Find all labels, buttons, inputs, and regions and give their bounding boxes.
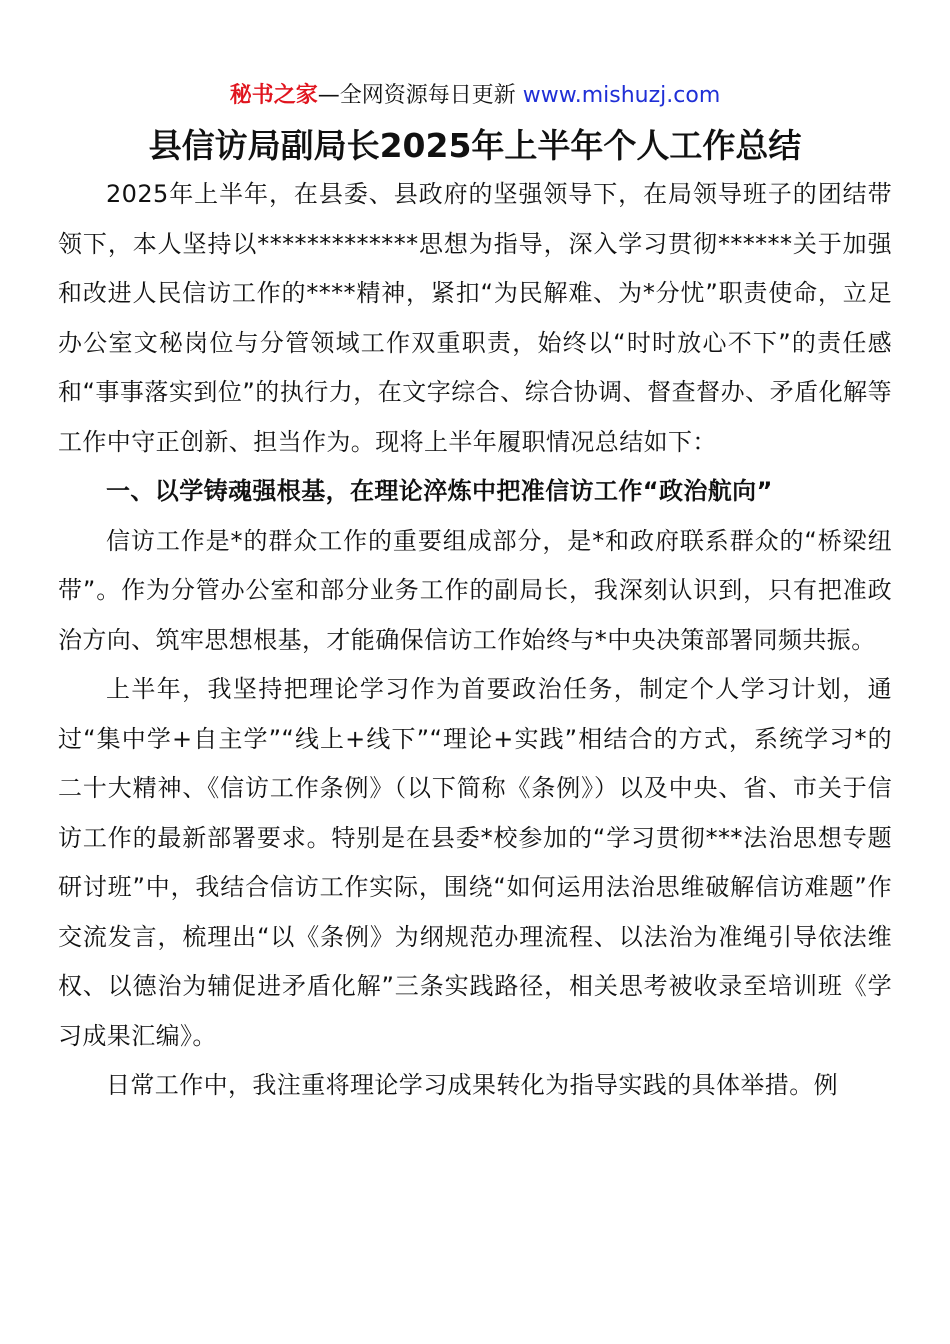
body-paragraph: 日常工作中，我注重将理论学习成果转化为指导实践的具体举措。例 xyxy=(106,1071,838,1099)
header-tagline: —全网资源每日更新 xyxy=(317,83,523,108)
body-paragraph: 上半年，我坚持把理论学习作为首要政治任务，制定个人学习计划，通过“集中学+自主学”“线上+线下”“理论+实践”相结合的方式，系统学习*的二十大精神、《信访工作条例》（以下简称《条例》）以及中央、省、市关于信访工作的最新部署要求。特别是在县委*校参加的“学习贯彻***法治思想专题研讨班”中，我结合信访工作实际，围绕“如何运用法治思维破解信访难题”作交流发言，梳理出“以《条例》为纲规范办理流程、以法治为准绳引导依法维权、以德治为辅促进矛盾化解”三条实践路径，相关思考被收录至培训班《学习成果汇编》。 xyxy=(58,675,892,1050)
document-title: 县信访局副局长2025年上半年个人工作总结 xyxy=(148,126,802,165)
document-body xyxy=(58,170,892,1111)
site-header xyxy=(0,80,950,112)
intro-paragraph: 2025年上半年，在县委、县政府的坚强领导下，在局领导班子的团结带领下，本人坚持以*************思想为指导，深入学习贯彻******关于加强和改进人民信访工作的****精神，紧扣“为民解难、为*分忧”职责使命，立足办公室文秘岗位与分管领域工作双重职责，始终以“时时放心不下”的责任感和“事事落实到位”的执行力，在文字综合、综合协调、督查督办、矛盾化解等工作中守正创新、担当作为。现将上半年履职情况总结如下： xyxy=(58,180,892,456)
body-paragraph: 信访工作是*的群众工作的重要组成部分，是*和政府联系群众的“桥梁纽带”。作为分管办公室和部分业务工作的副局长，我深刻认识到，只有把准政治方向、筑牢思想根基，才能确保信访工作始终与*中央决策部署同频共振。 xyxy=(58,526,892,654)
site-url-link[interactable]: www.mishuzj.com xyxy=(522,83,721,108)
section-heading-1: 一、以学铸魂强根基，在理论淬炼中把准信访工作“政治航向” xyxy=(106,477,773,505)
brand-name: 秘书之家 xyxy=(229,83,318,108)
